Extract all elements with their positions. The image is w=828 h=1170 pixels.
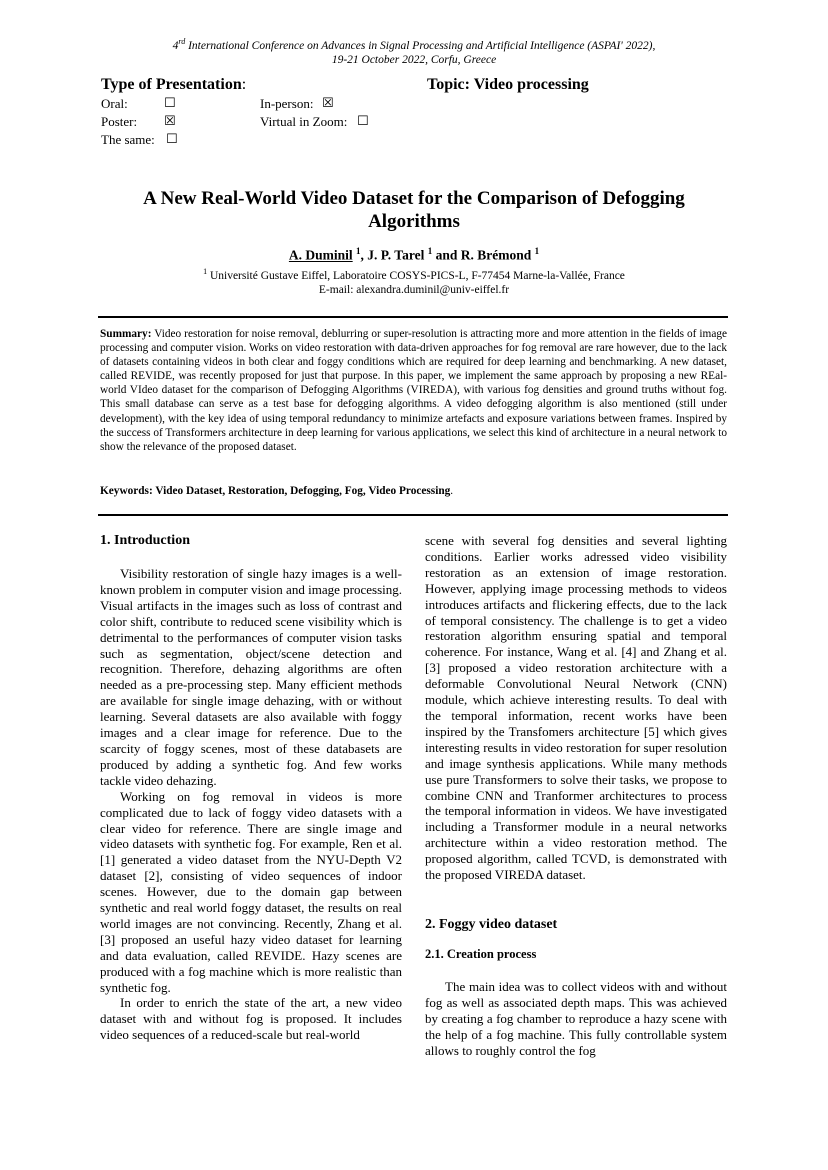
topic-label: Topic: Video processing <box>427 76 589 93</box>
presentation-type-title: Type of Presentation: <box>101 76 247 93</box>
summary <box>100 327 727 454</box>
creation-paragraph: The main idea was to collect videos with and without fog as well as associated depth maps. This was achieved by creating a fog chamber to reproduce a hazy scene with the help of a fog machine. This fully controllable system allows to roughly control the fog <box>425 979 727 1058</box>
email[interactable]: E-mail: alexandra.duminil@univ-eiffel.fr <box>318 283 510 296</box>
inperson-option: In-person: <box>260 96 314 111</box>
affiliation: $^1$ Université Gustave Eiffel, Laboratoire COSYS-PICS-L, F-77454 Marne-la-Vallée, France <box>203 267 625 282</box>
author-2: , J. P. Tarel <box>360 247 428 263</box>
section-introduction-heading: 1. Introduction <box>100 533 190 548</box>
author-1: A. Duminil <box>288 247 353 263</box>
right-column <box>425 533 727 883</box>
right-column-lower <box>425 979 727 1059</box>
same-option: The same: <box>101 132 155 147</box>
poster-option: Poster: <box>101 114 138 129</box>
intro-paragraph-1: Visibility restoration of single hazy images is a well-known problem in computer vision and image processing. Visual artifacts in the images such as loss of contrast and color shift, contribute to reduced scene visibility which is detrimental to the performances of computer vision tasks such as segmentation, object/scene detection and recognition. Therefore, dehazing algorithms are often needed as a pre-processing step. Many efficient methods are available for single image dehazing, with or without learning. Several datasets are also available with foggy images and a clear image for reference. Due to the scarcity of foggy scenes, most of these databasets are produced by adding a synthetic fog. And few works tackle video dehazing. <box>100 566 402 788</box>
conference-header <box>0 35 828 67</box>
paper-title: A New Real-World Video Dataset for the Comparison of Defogging Algorithms <box>143 188 685 232</box>
summary-label: Summary: <box>100 328 152 340</box>
section-2-heading: 2. Foggy video dataset <box>425 917 558 932</box>
oral-checkbox[interactable]: ☐ <box>164 96 176 111</box>
conference-line-1 <box>0 35 828 53</box>
zoom-option: Virtual in Zoom: <box>260 114 348 129</box>
left-column <box>100 566 402 1043</box>
same-checkbox[interactable]: ☐ <box>166 132 178 147</box>
zoom-checkbox[interactable]: ☐ <box>357 114 369 129</box>
intro-paragraph-2: Working on fog removal in videos is more complicated due to lack of foggy video datasets with a clear video for reference. There are single image and video datasets with synthetic fog. For example, Ren et al. [1] generated a video dataset from the NYU-Depth V2 dataset [2], consisting of video sequences of indoor scenes. However, due to the domain gap between synthetic and real world foggy dataset, the results on real world images are not convincing. Recently, Zhang et al. [3] proposed an useful hazy video dataset for learning and data evaluation, called REVIDE. Hazy scenes are produced with a fog machine which is more realistic than synthetic fog. <box>100 788 402 995</box>
conference-number: 4 <box>172 39 179 52</box>
summary-text: Video restoration for noise removal, deblurring or super-resolution is attracting more and more attention in the fields of image processing and computer vision. Works on video restoration with data-driven approaches for fog removal are rare however, due to the lack of datasets containing videos in both clear and foggy conditions which are required for deep learning and benchmarking. A new dataset, called REVIDE, was recently proposed for just that purpose. In this paper, we implement the same approach by proposing a new REal-world VIdeo dataset for the comparison of Defogging Algorithms (VIREDA), with various fog densities and ground truths without fog. This small database can serve as a test base for defogging algorithms. A video defogging algorithm is also mentioned (still under development), with the key idea of using temporal redundancy to minimize artefacts and exposure variations between frames. Inspired by the success of Transformers architecture in deep learning for various applications, we select this kind of architecture in a neural network to show the relevance of the proposed dataset. <box>100 328 727 453</box>
summary-top-rule <box>98 316 728 318</box>
inperson-checkbox[interactable]: ☒ <box>322 96 334 111</box>
conference-ordinal: rd <box>178 37 186 46</box>
poster-checkbox[interactable]: ☒ <box>164 114 176 129</box>
summary-bottom-rule <box>98 514 728 516</box>
conference-name: International Conference on Advances in Signal Processing and Artificial Intelligence (ASPAI' 2022), <box>185 39 656 52</box>
authors: A. Duminil $^1$, J. P. Tarel $^1$ and R. Brémond $^1$ <box>288 246 540 263</box>
author-3: and R. Brémond <box>432 247 535 263</box>
affiliation-block <box>0 265 828 297</box>
section-2-1-heading: 2.1. Creation process <box>425 947 537 961</box>
intro-paragraph-3: In order to enrich the state of the art, a new video dataset with and without fog is proposed. It includes video sequences of a reduced-scale but real-world <box>100 995 402 1043</box>
conference-line-2: 19-21 October 2022, Corfu, Greece <box>331 53 497 66</box>
keywords: Keywords: Video Dataset, Restoration, Defogging, Fog, Video Processing. <box>100 485 454 497</box>
oral-option: Oral: <box>101 96 128 111</box>
intro-paragraph-4: scene with several fog densities and several lighting conditions. Earlier works adressed video visibility restoration as an extension of image restoration. However, applying image processing methods to videos introduces artifacts and flickering effects, due to the lack of temporal consistency. The challenge is to get a video restoration algorithm ensuring spatial and temporal coherence. For instance, Wang et al. [4] and Zhang et al. [3] proposed a video restoration architecture with a deformable Convolutional Neural Network (CNN) module, which achieve interesting results. To deal with the temporal information, recent works have been inspired by the Transfomers architecture [5] which gives interesting results in video restoration for super resolution and image synthesis applications. While many methods use pure Transformers to solve their tasks, we propose to combine CNN and Tranformer architectures to process the temporal information in videos. We have investigated including a Transformer module in a neural networks architecture within a video restoration method. The proposed algorithm, called TCVD, is demonstrated with the proposed VIREDA dataset. <box>425 533 727 883</box>
